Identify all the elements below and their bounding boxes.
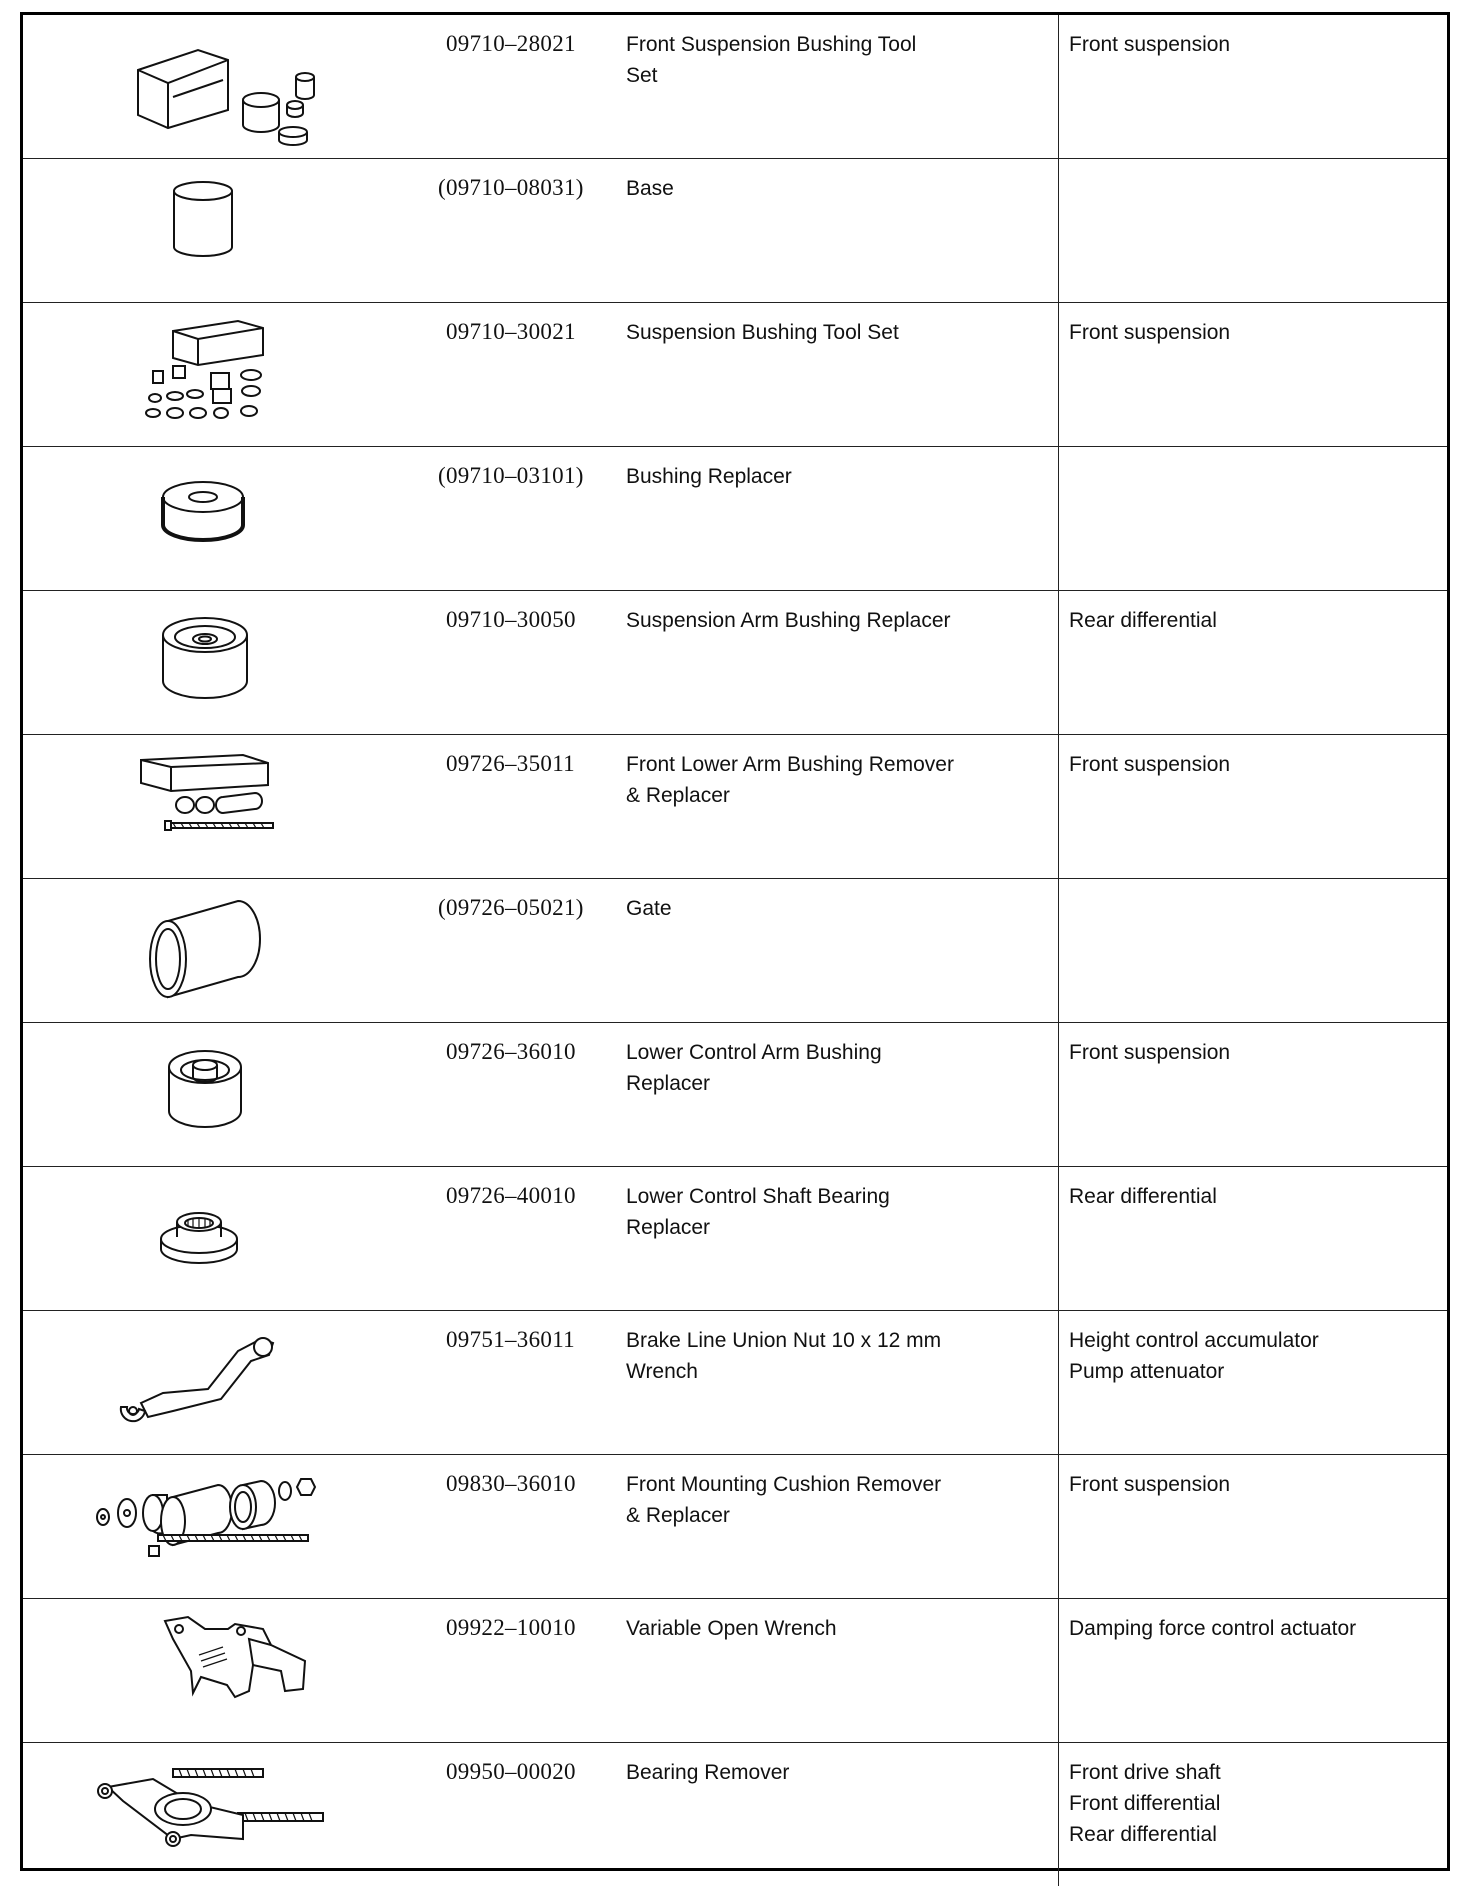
- tool-row: [23, 159, 1447, 303]
- tool-usage: [1059, 879, 1447, 893]
- arm-bushing-replacer-icon: [23, 591, 428, 734]
- tool-name: Lower Control Shaft Bearing Replacer: [608, 1167, 1058, 1243]
- tool-name: Front Mounting Cushion Remover & Replacer: [608, 1455, 1058, 1531]
- tool-name: Lower Control Arm Bushing Replacer: [608, 1023, 1058, 1099]
- part-number: (09710–03101): [428, 447, 608, 489]
- bushing-replacer-icon: [23, 447, 428, 590]
- lower-arm-remover-set-icon: [23, 735, 428, 878]
- control-arm-replacer-icon: [23, 1023, 428, 1166]
- tool-usage: Front suspension: [1059, 1455, 1447, 1500]
- variable-wrench-icon: [23, 1599, 428, 1742]
- bearing-replacer-icon: [23, 1167, 428, 1310]
- tool-name: Gate: [608, 879, 1058, 924]
- tool-name: Base: [608, 159, 1058, 204]
- tool-usage: Height control accumulator Pump attenuator: [1059, 1311, 1447, 1387]
- part-number: 09950–00020: [428, 1743, 608, 1785]
- gate-cylinder-icon: [23, 879, 428, 1022]
- tool-name: Suspension Bushing Tool Set: [608, 303, 1058, 348]
- tool-name: Bushing Replacer: [608, 447, 1058, 492]
- tool-row: [23, 1599, 1447, 1743]
- tool-usage: Front suspension: [1059, 15, 1447, 60]
- tool-name: Brake Line Union Nut 10 x 12 mm Wrench: [608, 1311, 1058, 1387]
- tool-name: Suspension Arm Bushing Replacer: [608, 591, 1058, 636]
- tool-row: [23, 591, 1447, 735]
- tool-row: [23, 1167, 1447, 1311]
- tool-usage: Rear differential: [1059, 1167, 1447, 1212]
- base-cylinder-icon: [23, 159, 428, 302]
- part-number: (09726–05021): [428, 879, 608, 921]
- tool-name: Front Lower Arm Bushing Remover & Replacer: [608, 735, 1058, 811]
- tool-row: [23, 303, 1447, 447]
- part-number: 09710–30050: [428, 591, 608, 633]
- tool-row: [23, 1023, 1447, 1167]
- tool-row: [23, 1311, 1447, 1455]
- cushion-remover-set-icon: [23, 1455, 428, 1598]
- tool-usage: Front suspension: [1059, 735, 1447, 780]
- special-tools-table: [20, 12, 1450, 1871]
- part-number: 09922–10010: [428, 1599, 608, 1641]
- tool-usage: [1059, 159, 1447, 173]
- tool-usage: Front suspension: [1059, 1023, 1447, 1068]
- part-number: 09726–36010: [428, 1023, 608, 1065]
- bearing-remover-icon: [23, 1743, 428, 1886]
- union-nut-wrench-icon: [23, 1311, 428, 1454]
- part-number: 09726–35011: [428, 735, 608, 777]
- tool-name: Variable Open Wrench: [608, 1599, 1058, 1644]
- tool-name: Front Suspension Bushing Tool Set: [608, 15, 1058, 91]
- part-number: (09710–08031): [428, 159, 608, 201]
- tool-usage: Damping force control actuator: [1059, 1599, 1447, 1644]
- tool-row: [23, 15, 1447, 159]
- tool-usage: Front drive shaft Front differential Rear differential: [1059, 1743, 1447, 1850]
- tool-name: Bearing Remover: [608, 1743, 1058, 1788]
- tool-row: [23, 735, 1447, 879]
- part-number: 09751–36011: [428, 1311, 608, 1353]
- part-number: 09710–30021: [428, 303, 608, 345]
- part-number: 09726–40010: [428, 1167, 608, 1209]
- tool-row: [23, 1743, 1447, 1886]
- suspension-tool-set-icon: [23, 303, 428, 446]
- tool-usage: [1059, 447, 1447, 461]
- part-number: 09830–36010: [428, 1455, 608, 1497]
- part-number: 09710–28021: [428, 15, 608, 57]
- bushing-tool-set-icon: [23, 15, 428, 158]
- tool-row: [23, 879, 1447, 1023]
- tool-usage: Rear differential: [1059, 591, 1447, 636]
- tool-row: [23, 1455, 1447, 1599]
- tool-row: [23, 447, 1447, 591]
- tool-usage: Front suspension: [1059, 303, 1447, 348]
